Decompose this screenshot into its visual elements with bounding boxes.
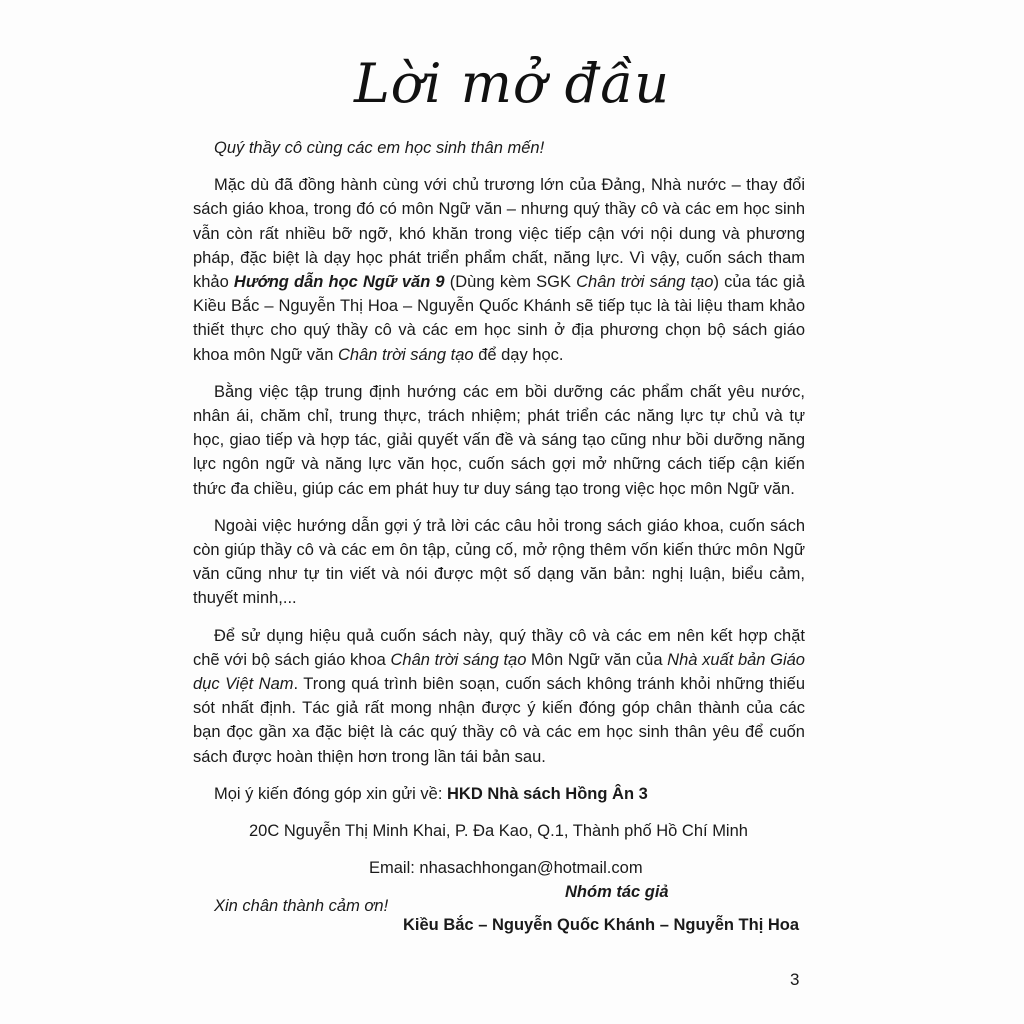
p4-text-c: . Trong quá trình biên soạn, cuốn sách không tránh khỏi những thiếu sót nhất định. Tác giả rất mong nhận được ý kiến đóng góp chân thành của các bạn đọc gần xa đặc biệt là các quý thầy cô và các em học sinh thân yêu để cuốn sách được hoàn thiện hơn trong lần tái bản sau. [193,675,805,766]
contact-line [193,782,805,806]
contact-email: Email: nhasachhongan@hotmail.com [369,859,643,878]
thanks-line: Xin chân thành cảm ơn! [214,897,389,916]
p1-text-d: để dạy học. [473,345,564,364]
paragraph-2: Bằng việc tập trung định hướng các em bồi dưỡng các phẩm chất yêu nước, nhân ái, chăm chỉ, trung thực, trách nhiệm; phát triển các năng lực tự chủ và tự học, giao tiếp và hợp tác, giải quyết vấn đề và sáng tạo cũng như bồi dưỡng năng lực ngôn ngữ và năng lực văn học, cuốn sách gợi mở những cách tiếp cận kiến thức đa chiều, giúp các em phát huy tư duy sáng tạo trong việc học môn Ngữ văn. [193,382,805,498]
signature-group: Nhóm tác giả [565,883,669,901]
series-name: Chân trời sáng tạo [337,345,474,364]
p1-text-a: Mặc dù đã đồng hành cùng với chủ trương lớn của Đảng, Nhà nước – thay đổi sách giáo khoa, trong đó có môn Ngữ văn – nhưng quý thầy cô và các em học sinh vẫn còn rất nhiều bỡ ngỡ, khó khăn trong việc tiếp cận với nội dung và phương pháp, đặc biệt là dạy học phát triển phẩm chất, năng lực. Vì vậy, cuốn sách tham khảo [193,176,805,292]
greeting: Quý thầy cô cùng các em học sinh thân mến! [214,139,545,157]
book-title: Hướng dẫn học Ngữ văn 9 [233,273,445,292]
publisher-name: Nhà xuất bản Giáo dục Việt Nam [193,650,805,694]
p1-text-c: ) của tác giả Kiều Bắc – Nguyễn Thị Hoa – Nguyễn Quốc Khánh sẽ tiếp tục là tài liệu tham khảo thiết thực cho quý thầy cô và các em học sinh ở địa phương chọn bộ sách giáo khoa môn Ngữ văn [193,273,805,364]
signature-names: Kiều Bắc – Nguyễn Quốc Khánh – Nguyễn Thị Hoa [403,916,800,934]
paragraph-1 [193,173,805,367]
paragraph-4 [193,624,805,769]
contact-org: HKD Nhà sách Hồng Ân 3 [447,784,648,803]
p4-text-b: Môn Ngữ văn của [526,650,668,669]
p1-text-b: (Dùng kèm SGK [444,273,577,292]
body-text [193,136,805,919]
page-title: Lời mở đầu [353,52,671,115]
paragraph-3: Ngoài việc hướng dẫn gợi ý trả lời các câu hỏi trong sách giáo khoa, cuốn sách còn giúp thầy cô và các em ôn tập, củng cố, mở rộng thêm vốn kiến thức môn Ngữ văn cũng như tự tin viết và nói được một số dạng văn bản: nghị luận, biểu cảm, thuyết minh,... [193,516,805,608]
series-name: Chân trời sáng tạo [576,273,714,292]
contact-address: 20C Nguyễn Thị Minh Khai, P. Đa Kao, Q.1, Thành phố Hồ Chí Minh [249,822,748,841]
p4-text-a: Để sử dụng hiệu quả cuốn sách này, quý thầy cô và các em nên kết hợp chặt chẽ với bộ sách giáo khoa [193,626,805,669]
contact-lead: Mọi ý kiến đóng góp xin gửi về: [214,784,448,803]
series-name: Chân trời sáng tạo [390,650,527,669]
page-number: 3 [790,970,800,989]
